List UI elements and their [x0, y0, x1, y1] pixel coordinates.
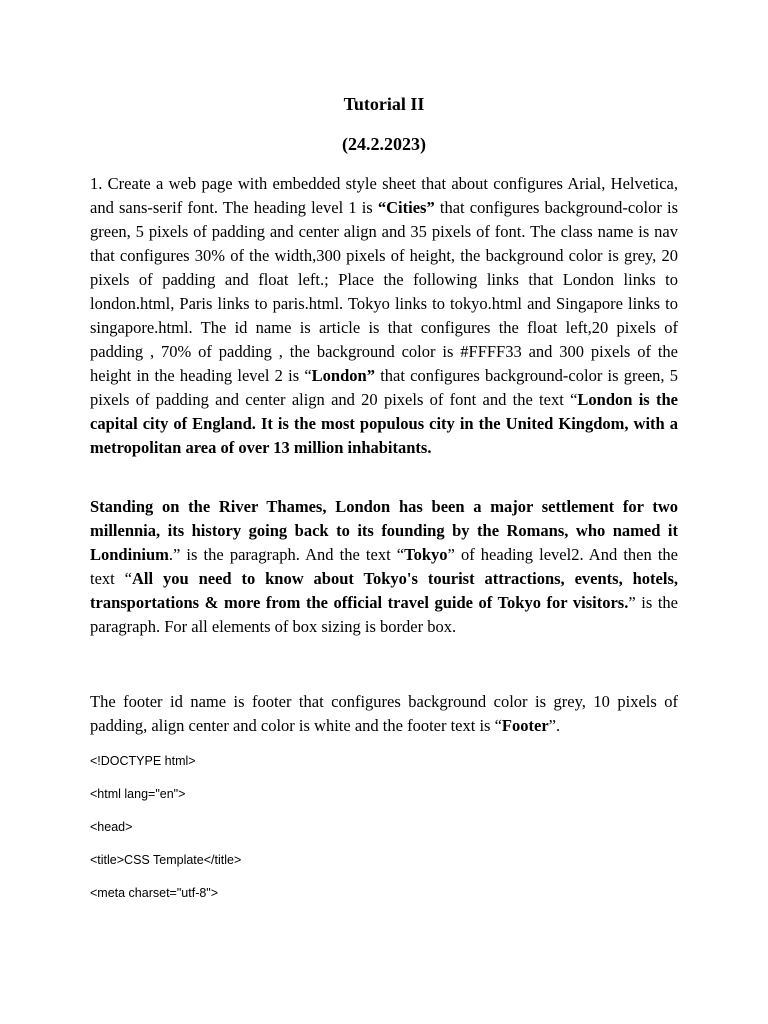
text-run: that configures background-color is green, 5 pixels of padding and center align and 20 pixels of font and the text “ [90, 366, 678, 409]
text-run: .” is the paragraph. And the text “ [168, 545, 405, 564]
document-title: Tutorial II [343, 94, 425, 114]
bold-text-run: All you need to know about Tokyo's tourist attractions, events, hotels, transportations & more from the official travel guide of Tokyo for visitors. [90, 569, 678, 612]
bold-text-run: London is the capital city of England. It is the most populous city in the United Kingdom, with a metropolitan area of over 13 million inhabitants. [90, 390, 678, 457]
code-line: <head> [90, 820, 133, 834]
document-date: (24.2.2023) [342, 134, 426, 154]
paragraph-2 [90, 495, 678, 639]
bold-text-run: Footer [501, 716, 549, 735]
bold-text-run: London” [311, 366, 375, 385]
bold-text-run: Tokyo [404, 545, 448, 564]
bold-text-run: “Cities” [377, 198, 435, 217]
text-run: ” is the paragraph. For all elements of box sizing is border box. [90, 593, 678, 636]
code-line: <html lang="en"> [90, 787, 186, 801]
text-run: ” of heading level2. And then the text “ [90, 545, 678, 588]
text-run: that configures background-color is green, 5 pixels of padding and center align and 35 pixels of font. The class name is nav that configures 30% of the width,300 pixels of height, the background color is grey, 20 pixels of padding and float left.; Place the following links that London links to london.html, Paris links to paris.html. Tokyo links to tokyo.html and Singapore links to singapore.html. The id name is article is that configures the float left,20 pixels of padding , 70% of padding , the background color is #FFFF33 and 300 pixels of the height in the heading level 2 is “ [90, 198, 678, 385]
code-line: <title>CSS Template</title> [90, 853, 242, 867]
code-line: <meta charset="utf-8"> [90, 886, 219, 900]
paragraph-1 [90, 172, 678, 460]
text-run: ”. [548, 716, 561, 735]
code-line: <!DOCTYPE html> [90, 754, 196, 768]
bold-text-run: Standing on the River Thames, London has been a major settlement for two millennia, its history going back to its founding by the Romans, who named it Londinium [90, 497, 678, 564]
text-run: 1. Create a web page with embedded style sheet that about configures Arial, Helvetica, and sans-serif font. The heading level 1 is [90, 174, 678, 217]
text-run: The footer id name is footer that configures background color is grey, 10 pixels of padding, align center and color is white and the footer text is “ [90, 692, 678, 735]
paragraph-3 [90, 690, 678, 738]
